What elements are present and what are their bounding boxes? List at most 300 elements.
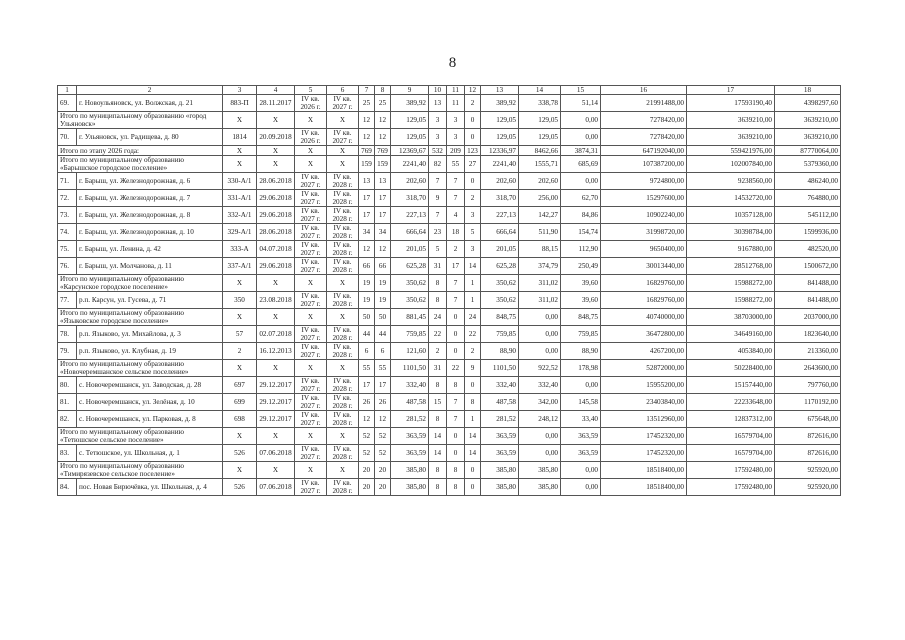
subtotal-cell: 363,59 [391,428,429,445]
table-cell: 0,00 [561,377,601,394]
table-cell: 0,00 [561,129,601,146]
table-cell: 9167880,00 [687,241,775,258]
table-cell: 332,40 [519,377,561,394]
table-cell: 0,00 [561,173,601,190]
subtotal-cell: 38703000,00 [687,309,775,326]
table-cell: 332,40 [481,377,519,394]
table-cell: 84,86 [561,207,601,224]
table-cell: IV кв. 2026 г. [295,129,327,146]
table-cell: IV кв. 2028 г. [327,190,359,207]
column-number: 7 [359,86,375,95]
table-cell: 17 [359,207,375,224]
table-cell: 12837312,00 [687,411,775,428]
subtotal-cell: X [327,462,359,479]
table-cell: 363,59 [561,445,601,462]
table-cell: с. Тетюшское, ул. Школьная, д. 1 [77,445,223,462]
table-cell: 227,13 [391,207,429,224]
subtotal-cell: 22 [447,360,465,377]
subtotal-cell: Итого по муниципальному образованию «Барышское городское поселение» [58,156,223,173]
table-cell: 23.08.2018 [257,292,295,309]
table-cell: 22233648,00 [687,394,775,411]
table-cell: 12 [375,241,391,258]
table-cell: 13512960,00 [601,411,687,428]
table-cell: 2 [465,343,481,360]
table-cell: 202,60 [481,173,519,190]
table-cell: г. Барыш, ул. Железнодорожная, д. 7 [77,190,223,207]
table-cell: 363,59 [481,445,519,462]
table-cell: IV кв. 2027 г. [295,190,327,207]
table-cell: 3 [447,129,465,146]
table-cell: IV кв. 2028 г. [327,207,359,224]
table-cell: 7 [447,411,465,428]
table-cell: 3 [465,207,481,224]
subtotal-cell: 363,59 [481,428,519,445]
subtotal-cell: Итого по муниципальному образованию «Языковское городское поселение» [58,309,223,326]
table-cell: 81. [58,394,77,411]
subtotal-cell: 647192040,00 [601,146,687,156]
table-cell: 129,05 [519,129,561,146]
table-cell: 16579704,00 [687,445,775,462]
table-cell: 329-А/1 [223,224,257,241]
subtotal-cell: 55 [447,156,465,173]
subtotal-cell: 1555,71 [519,156,561,173]
subtotal-cell: 12 [359,112,375,129]
table-cell: 281,52 [391,411,429,428]
subtotal-cell: 39,60 [561,275,601,292]
table-cell: 12 [359,129,375,146]
table-cell: 7278420,00 [601,129,687,146]
subtotal-cell: 0,00 [519,428,561,445]
subtotal-cell: 52 [375,428,391,445]
table-cell: 145,58 [561,394,601,411]
subtotal-cell: 209 [447,146,465,156]
table-cell: 30398784,00 [687,224,775,241]
subtotal-cell: X [327,360,359,377]
table-cell: 389,92 [391,95,429,112]
table-cell: 1814 [223,129,257,146]
table-cell: 17452320,00 [601,445,687,462]
table-cell: 22 [465,326,481,343]
subtotal-cell: 102007840,00 [687,156,775,173]
table-cell: 0,00 [519,326,561,343]
table-cell: 0,00 [519,343,561,360]
table-cell: 66 [375,258,391,275]
column-number: 14 [519,86,561,95]
column-number: 2 [77,86,223,95]
table-cell: 511,90 [519,224,561,241]
table-cell: 142,27 [519,207,561,224]
table-cell: 73. [58,207,77,224]
table-cell: 318,70 [481,190,519,207]
subtotal-cell: 17452320,00 [601,428,687,445]
table-cell: 72. [58,190,77,207]
table-cell: 330-А/1 [223,173,257,190]
table-row [58,129,841,146]
table-cell: 20 [359,479,375,496]
subtotal-cell: X [223,112,257,129]
table-cell: 625,28 [391,258,429,275]
subtotal-cell: 1 [465,275,481,292]
table-cell: IV кв. 2028 г. [327,292,359,309]
subtotal-cell: 7 [447,275,465,292]
table-cell: 44 [359,326,375,343]
table-cell: 487,58 [391,394,429,411]
subtotal-cell: 1101,50 [391,360,429,377]
subtotal-cell: 20 [359,462,375,479]
table-cell: 374,79 [519,258,561,275]
subtotal-cell: Итого по муниципальному образованию «Новочеремшанское сельское поселение» [58,360,223,377]
table-cell: 30013440,00 [601,258,687,275]
subtotal-cell: 50 [359,309,375,326]
table-cell: 129,05 [481,129,519,146]
column-number: 9 [391,86,429,95]
table-cell: 15955200,00 [601,377,687,394]
table-cell: 25 [375,95,391,112]
table-cell: 3 [465,241,481,258]
table-cell: 201,05 [391,241,429,258]
table-cell: 17593190,40 [687,95,775,112]
subtotal-cell: 16829760,00 [601,275,687,292]
table-cell: 2 [223,343,257,360]
table-cell: 841488,00 [775,292,841,309]
table-cell: IV кв. 2028 г. [327,479,359,496]
subtotal-cell: 129,05 [481,112,519,129]
table-cell: 12 [375,129,391,146]
subtotal-cell: 31 [429,360,447,377]
table-cell: 34 [359,224,375,241]
table-cell: IV кв. 2027 г. [295,445,327,462]
column-number: 13 [481,86,519,95]
housing-program-table [57,85,841,496]
table-cell: 62,70 [561,190,601,207]
table-cell: 202,60 [391,173,429,190]
subtotal-cell: X [223,360,257,377]
subtotal-cell: 123 [465,146,481,156]
table-row [58,445,841,462]
table-cell: 759,85 [391,326,429,343]
table-cell: 389,92 [481,95,519,112]
table-cell: 6 [375,343,391,360]
table-cell: 5 [429,241,447,258]
table-cell: 15157440,00 [687,377,775,394]
table-cell: 29.12.2017 [257,377,295,394]
table-row [58,207,841,224]
table-cell: 17 [359,190,375,207]
table-cell: 33,40 [561,411,601,428]
subtotal-cell: X [295,275,327,292]
subtotal-cell: X [257,462,295,479]
subtotal-cell: 363,59 [561,428,601,445]
table-row [58,479,841,496]
subtotal-cell: 3 [429,112,447,129]
subtotal-cell: 9 [465,360,481,377]
table-cell: р.п. Карсун, ул. Гусева, д. 71 [77,292,223,309]
column-number: 11 [447,86,465,95]
table-cell: IV кв. 2028 г. [327,377,359,394]
column-number: 12 [465,86,481,95]
table-row [58,173,841,190]
table-cell: 487,58 [481,394,519,411]
subtotal-cell: 14 [465,428,481,445]
table-cell: 19 [375,292,391,309]
table-cell: 88,90 [561,343,601,360]
table-cell: 18518400,00 [601,479,687,496]
table-cell: 281,52 [481,411,519,428]
column-number: 18 [775,86,841,95]
table-cell: IV кв. 2026 г. [295,95,327,112]
table-cell: 21991488,00 [601,95,687,112]
table-cell: г. Новоульяновск, ул. Волжская, д. 21 [77,95,223,112]
table-cell: 17592480,00 [687,479,775,496]
table-cell: р.п. Языково, ул. Михайлова, д. 3 [77,326,223,343]
table-cell: 338,78 [519,95,561,112]
table-cell: 0 [447,445,465,462]
subtotal-row [58,462,841,479]
table-cell: 8 [429,377,447,394]
table-cell: 482520,00 [775,241,841,258]
table-cell: IV кв. 2028 г. [327,258,359,275]
subtotal-cell: 17592480,00 [687,462,775,479]
table-cell: 74. [58,224,77,241]
table-cell: 11 [447,95,465,112]
table-cell: 0 [465,479,481,496]
column-number: 5 [295,86,327,95]
table-cell: 7 [447,173,465,190]
table-cell: 2 [429,343,447,360]
table-cell: 5 [465,224,481,241]
table-cell: 7 [447,292,465,309]
table-cell: 26 [375,394,391,411]
table-cell: 75. [58,241,77,258]
subtotal-row [58,360,841,377]
table-cell: 3639210,00 [775,129,841,146]
table-cell: 1823640,00 [775,326,841,343]
table-cell: IV кв. 2027 г. [295,343,327,360]
subtotal-cell: X [223,309,257,326]
subtotal-cell: X [327,275,359,292]
table-cell: 764880,00 [775,190,841,207]
table-cell: 31998720,00 [601,224,687,241]
subtotal-cell: X [295,112,327,129]
table-cell: IV кв. 2027 г. [295,292,327,309]
table-cell: 14 [465,445,481,462]
table-cell: 227,13 [481,207,519,224]
subtotal-cell: X [295,428,327,445]
subtotal-cell: 0 [465,462,481,479]
table-cell: 44 [375,326,391,343]
subtotal-cell: 2241,40 [481,156,519,173]
subtotal-cell: X [327,156,359,173]
table-cell: 202,60 [519,173,561,190]
table-cell: 20 [375,479,391,496]
subtotal-cell: X [327,428,359,445]
table-cell: 14 [429,445,447,462]
subtotal-cell: X [295,309,327,326]
column-number: 17 [687,86,775,95]
table-cell: г. Барыш, ул. Железнодорожная, д. 10 [77,224,223,241]
subtotal-cell: 1101,50 [481,360,519,377]
subtotal-cell: X [257,360,295,377]
table-cell: 7 [447,394,465,411]
table-cell: 82. [58,411,77,428]
table-cell: 52 [359,445,375,462]
table-cell: IV кв. 2028 г. [327,411,359,428]
subtotal-cell: X [327,146,359,156]
table-cell: 121,60 [391,343,429,360]
table-cell: IV кв. 2027 г. [295,207,327,224]
column-number: 10 [429,86,447,95]
subtotal-cell: 2241,40 [391,156,429,173]
table-cell: 350 [223,292,257,309]
column-number-row [58,86,841,95]
subtotal-cell: Итого по муниципальному образованию «Тетюшское сельское поселение» [58,428,223,445]
table-cell: 675648,00 [775,411,841,428]
subtotal-cell: 769 [375,146,391,156]
table-cell: 9 [429,190,447,207]
subtotal-cell: 7278420,00 [601,112,687,129]
column-number: 6 [327,86,359,95]
subtotal-cell: X [257,146,295,156]
table-cell: 256,00 [519,190,561,207]
table-cell: 14532720,00 [687,190,775,207]
table-cell: 16829760,00 [601,292,687,309]
subtotal-cell: X [257,112,295,129]
subtotal-cell: 848,75 [561,309,601,326]
table-cell: 8 [429,292,447,309]
subtotal-cell: 385,80 [519,462,561,479]
table-cell: 2 [465,95,481,112]
table-cell: IV кв. 2027 г. [295,377,327,394]
table-cell: 22 [429,326,447,343]
table-cell: 759,85 [481,326,519,343]
subtotal-cell: 55 [359,360,375,377]
subtotal-cell: 16579704,00 [687,428,775,445]
table-row [58,95,841,112]
table-cell: 0,00 [561,479,601,496]
table-cell: 07.06.2018 [257,479,295,496]
table-cell: 84. [58,479,77,496]
table-cell: 698 [223,411,257,428]
table-cell: 12 [359,411,375,428]
table-cell: 36472800,00 [601,326,687,343]
table-cell: 3639210,00 [687,129,775,146]
table-cell: 486240,00 [775,173,841,190]
subtotal-cell: X [327,112,359,129]
table-cell: 34649160,00 [687,326,775,343]
table-cell: IV кв. 2027 г. [295,241,327,258]
table-cell: 0 [465,129,481,146]
table-cell: 385,80 [391,479,429,496]
table-cell: 2 [447,241,465,258]
subtotal-cell: 5379360,00 [775,156,841,173]
table-cell: 625,28 [481,258,519,275]
subtotal-cell: Итого по этапу 2026 года: [58,146,223,156]
subtotal-cell: Итого по муниципальному образованию «Карсунское городское поселение» [58,275,223,292]
table-cell: г. Барыш, ул. Железнодорожная, д. 8 [77,207,223,224]
table-cell: 29.12.2017 [257,411,295,428]
table-cell: 15988272,00 [687,292,775,309]
subtotal-cell: 50228400,00 [687,360,775,377]
subtotal-cell: 19 [375,275,391,292]
subtotal-cell: 27 [465,156,481,173]
table-cell: 19 [359,292,375,309]
table-cell: с. Новочеремшанск, ул. Парковая, д. 8 [77,411,223,428]
table-cell: 23403840,00 [601,394,687,411]
page-number: 8 [448,55,457,71]
subtotal-cell: X [257,156,295,173]
subtotal-cell: 18518400,00 [601,462,687,479]
table-cell: 3 [429,129,447,146]
table-cell: 331-А/1 [223,190,257,207]
subtotal-cell: 159 [359,156,375,173]
table-cell: 9724800,00 [601,173,687,190]
table-cell: 17 [375,207,391,224]
table-cell: IV кв. 2027 г. [295,394,327,411]
table-cell: 8 [447,377,465,394]
subtotal-cell: 12 [375,112,391,129]
subtotal-cell: X [223,146,257,156]
table-cell: 797760,00 [775,377,841,394]
table-cell: 318,70 [391,190,429,207]
table-cell: 363,59 [391,445,429,462]
table-cell: IV кв. 2027 г. [327,129,359,146]
table-cell: 88,15 [519,241,561,258]
subtotal-cell: 872616,00 [775,428,841,445]
table-cell: 04.07.2018 [257,241,295,258]
column-number: 15 [561,86,601,95]
table-cell: 6 [359,343,375,360]
table-cell: 0 [465,173,481,190]
table-cell: 526 [223,479,257,496]
table-cell: 112,90 [561,241,601,258]
subtotal-cell: 19 [359,275,375,292]
column-number: 16 [601,86,687,95]
subtotal-cell: X [327,309,359,326]
subtotal-cell: 8462,66 [519,146,561,156]
table-cell: IV кв. 2027 г. [295,258,327,275]
subtotal-cell: 159 [375,156,391,173]
table-row [58,224,841,241]
table-cell: 34 [375,224,391,241]
subtotal-cell: 40740000,00 [601,309,687,326]
subtotal-cell: 8 [429,275,447,292]
table-cell: 13 [359,173,375,190]
table-cell: 248,12 [519,411,561,428]
table-cell: 39,60 [561,292,601,309]
table-cell: 66 [359,258,375,275]
table-cell: 7 [429,173,447,190]
table-cell: 18 [447,224,465,241]
table-cell: пос. Новая Бирючёвка, ул. Школьная, д. 4 [77,479,223,496]
table-cell: 29.06.2018 [257,207,295,224]
subtotal-cell: 0,00 [561,462,601,479]
table-cell: г. Барыш, ул. Молчанова, д. 11 [77,258,223,275]
subtotal-cell: 82 [429,156,447,173]
subtotal-cell: 0,00 [561,112,601,129]
table-cell: 76. [58,258,77,275]
table-cell: 14 [465,258,481,275]
table-cell: IV кв. 2028 г. [327,343,359,360]
table-cell: 7 [429,207,447,224]
table-cell: 337-А/1 [223,258,257,275]
table-cell: 1 [465,292,481,309]
subtotal-cell: 385,80 [391,462,429,479]
subtotal-cell: 848,75 [481,309,519,326]
table-cell: 77. [58,292,77,309]
table-cell: 28512768,00 [687,258,775,275]
subtotal-cell: 129,05 [391,112,429,129]
subtotal-cell: 532 [429,146,447,156]
